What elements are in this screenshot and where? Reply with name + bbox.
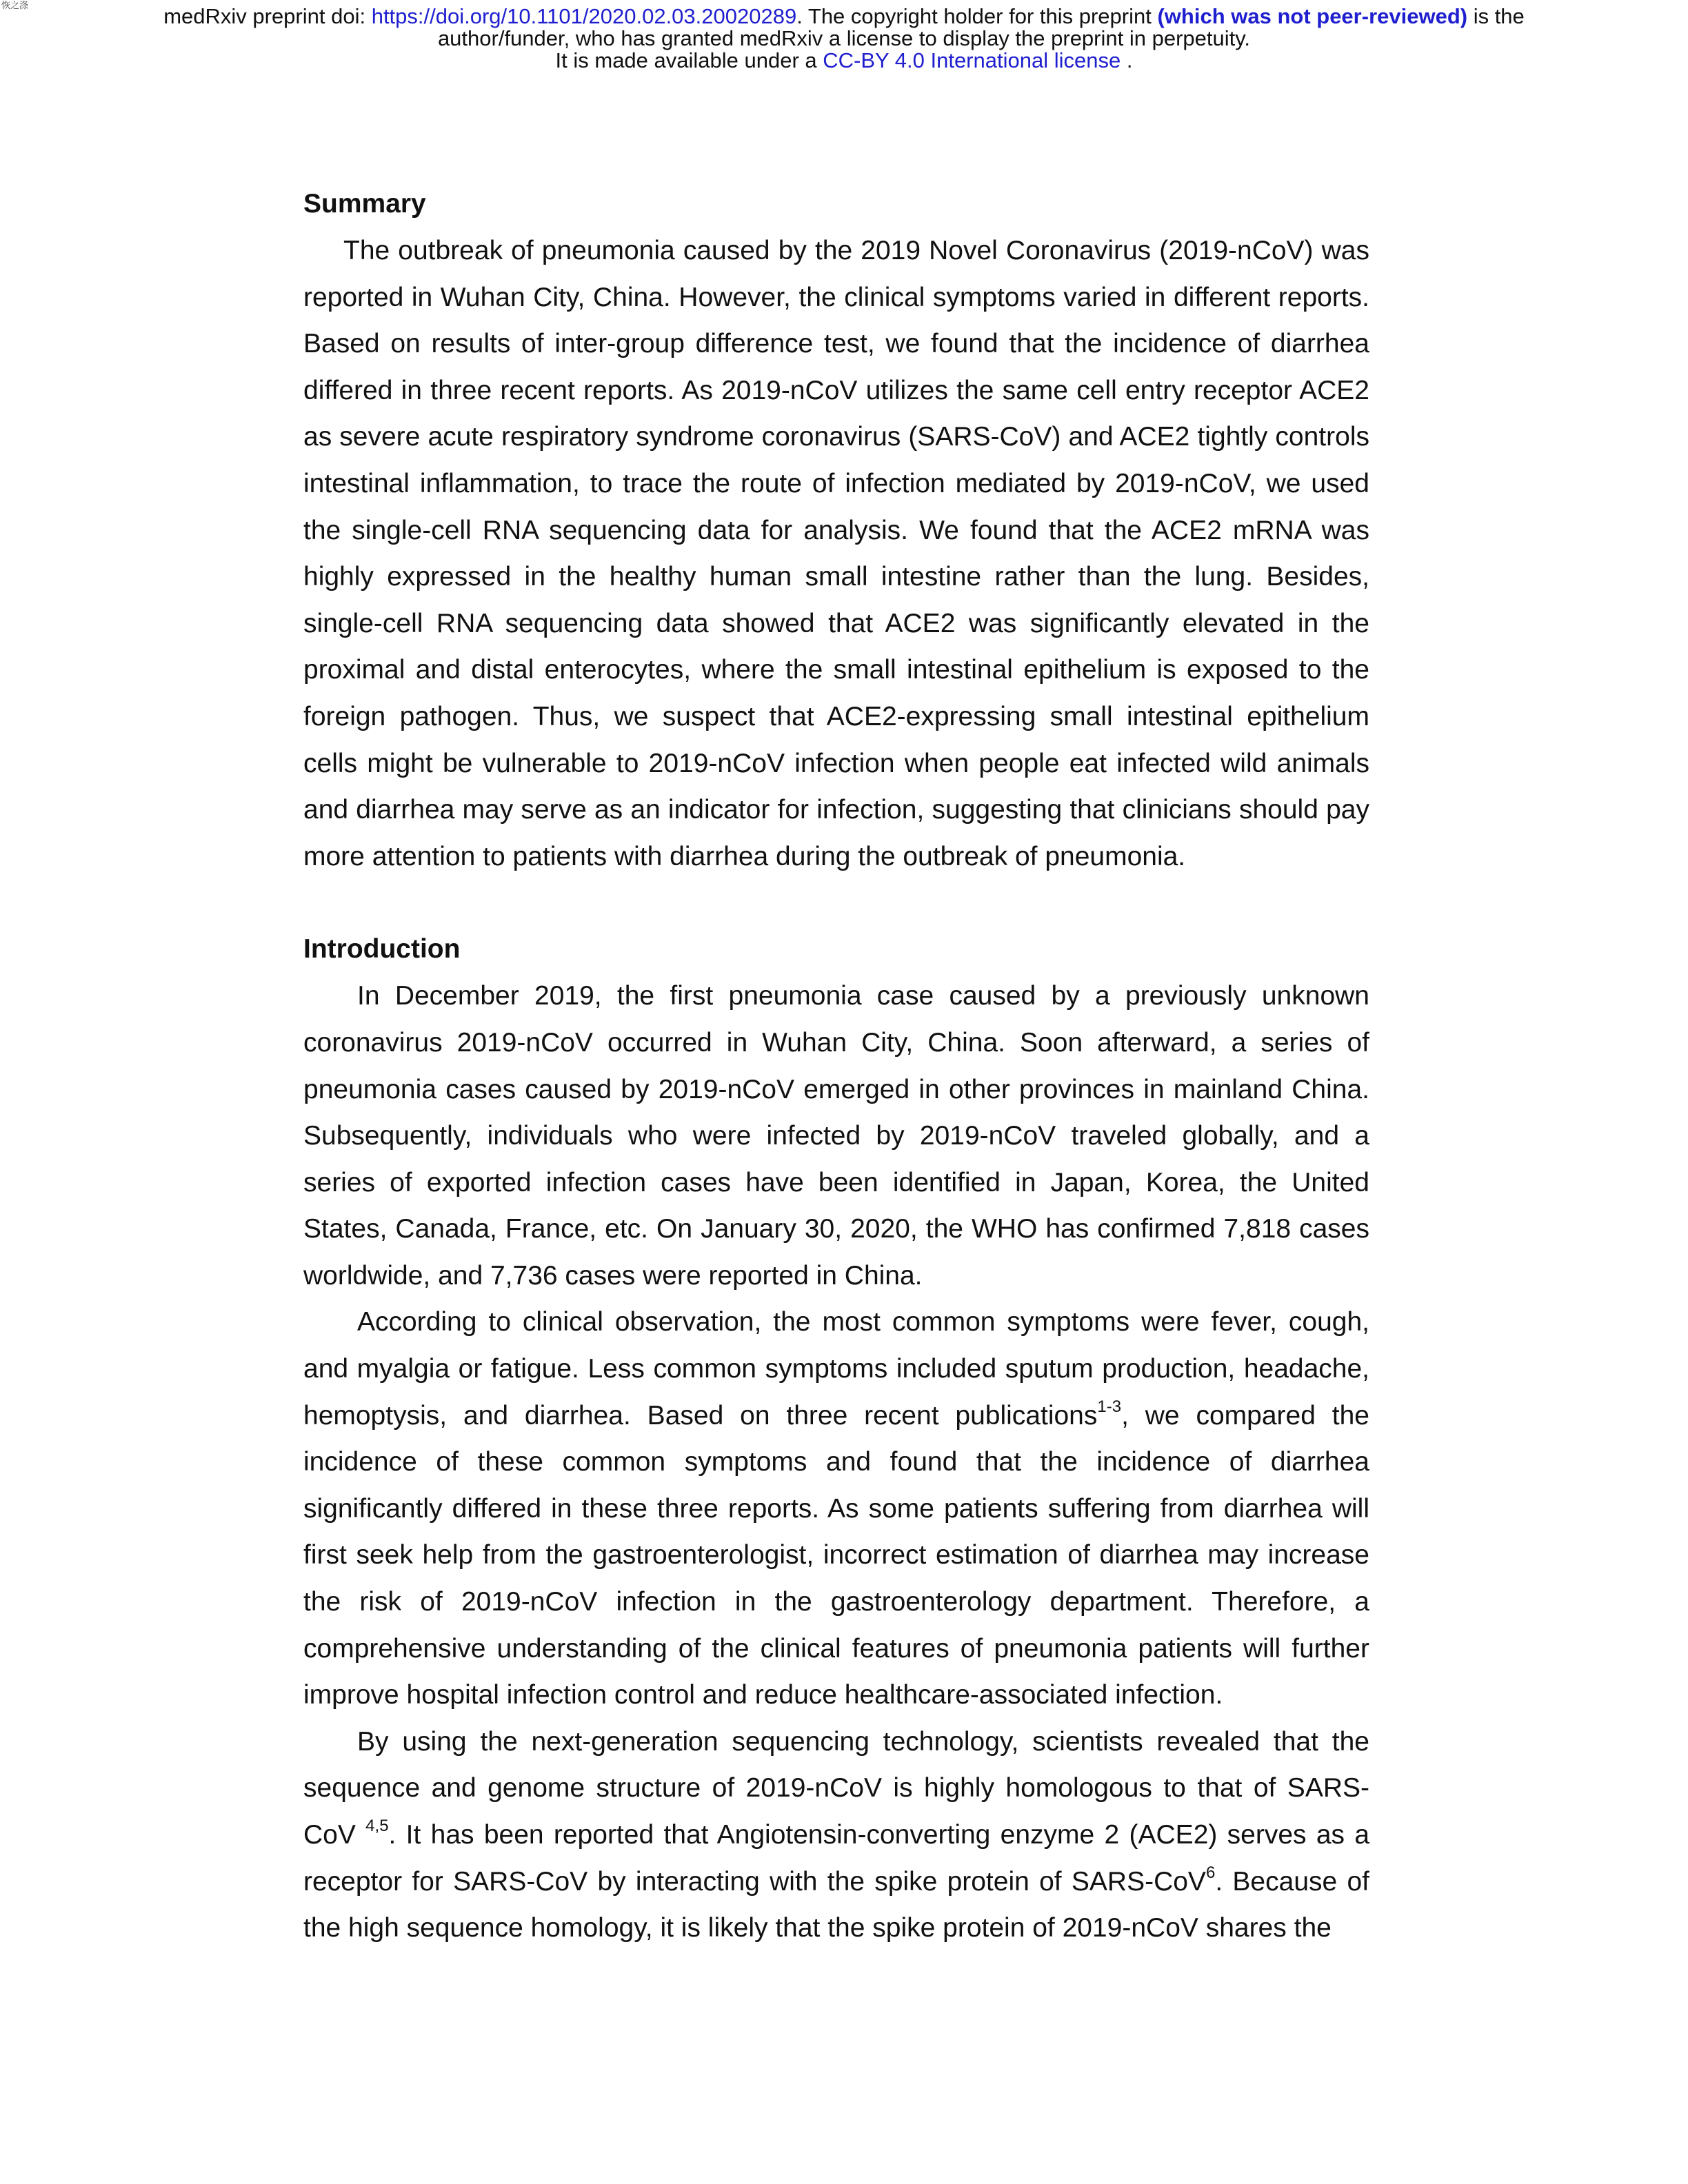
- header-copyright-text: . The copyright holder for this preprint: [796, 4, 1158, 28]
- section-gap: [303, 880, 1369, 926]
- intro-p3-text-b: . It has been reported that Angiotensin-converting enzyme 2 (ACE2) serves as a receptor for SARS-CoV by interacting with the spike protein of SARS-CoV: [303, 1820, 1370, 1897]
- header-doi-prefix: medRxiv preprint doi:: [163, 4, 372, 28]
- header-license-prefix: It is made available under a: [555, 48, 823, 72]
- paper-body: [303, 181, 1369, 1952]
- header-line-2: author/funder, who has granted medRxiv a license to display the preprint in perpetuity.: [437, 26, 1251, 50]
- intro-paragraph-2: [303, 1299, 1369, 1718]
- header-line-3: [103, 50, 1585, 72]
- summary-heading: Summary: [303, 189, 426, 219]
- citation-1-3: 1-3: [1097, 1397, 1122, 1416]
- header-line1-suffix: is the: [1467, 4, 1525, 28]
- summary-paragraph: The outbreak of pneumonia caused by the 2019 Novel Coronavirus (2019-nCoV) was reported in Wuhan City, China. However, the clinical symptoms varied in different reports. Based on results of inter-group difference test, we found that the incidence of diarrhea differed in three recent reports. As 2019-nCoV utilizes the same cell entry receptor ACE2 as severe acute respiratory syndrome coronavirus (SARS-CoV) and ACE2 tightly controls intestinal inflammation, to trace the route of infection mediated by 2019-nCoV, we used the single-cell RNA sequencing data for analysis. We found that the ACE2 mRNA was highly expressed in the healthy human small intestine rather than the lung. Besides, single-cell RNA sequencing data showed that ACE2 was significantly elevated in the proximal and distal enterocytes, where the small intestinal epithelium is exposed to the foreign pathogen. Thus, we suspect that ACE2-expressing small intestinal epithelium cells might be vulnerable to 2019-nCoV infection when people eat infected wild animals and diarrhea may serve as an indicator for infection, suggesting that clinicians should pay more attention to patients with diarrhea during the outbreak of pneumonia.: [303, 236, 1369, 871]
- doi-link[interactable]: https://doi.org/10.1101/2020.02.03.20020289: [371, 4, 797, 28]
- header-line3-suffix: .: [1121, 48, 1133, 72]
- intro-p3-text-c: . Because of the high sequence homology, it is likely that the spike protein of 2019-nCoV shares the: [303, 1866, 1369, 1943]
- license-link[interactable]: CC-BY 4.0 International license: [823, 48, 1121, 72]
- intro-p3-text-a: By using the next-generation sequencing technology, scientists revealed that the sequence and genome structure of 2019-nCoV is highly homologous to that of SARS-CoV: [303, 1726, 1369, 1850]
- intro-paragraph-3: [303, 1719, 1369, 1952]
- intro-p2-text-b: , we compared the incidence of these common symptoms and found that the incidence of diarrhea significantly differed in these three reports. As some patients suffering from diarrhea will first seek help from the gastroenterologist, incorrect estimation of diarrhea may increase the risk of 2019-nCoV infection in the gastroenterology department. Therefore, a comprehensive understanding of the clinical features of pneumonia patients will further improve hospital infection control and reduce healthcare-associated infection.: [303, 1400, 1369, 1710]
- header-line-1: [103, 6, 1585, 28]
- intro-paragraph-1: In December 2019, the first pneumonia case caused by a previously unknown coronavirus 2019-nCoV occurred in Wuhan City, China. Soon afterward, a series of pneumonia cases caused by 2019-nCoV emerged in other provinces in mainland China. Subsequently, individuals who were infected by 2019-nCoV traveled globally, and a series of exported infection cases have been identified in Japan, Korea, the United States, Canada, France, etc. On January 30, 2020, the WHO has confirmed 7,818 cases worldwide, and 7,736 cases were reported in China.: [303, 981, 1369, 1291]
- introduction-heading: Introduction: [303, 934, 461, 964]
- citation-4-5: 4,5: [365, 1817, 389, 1835]
- not-peer-reviewed-notice: (which was not peer-reviewed): [1157, 4, 1468, 28]
- corner-mark: 恢之涤: [1, 1, 29, 11]
- citation-6: 6: [1205, 1863, 1216, 1882]
- preprint-header: [103, 6, 1585, 72]
- intro-p2-text-a: According to clinical observation, the most common symptoms were fever, cough, and myalgia or fatigue. Less common symptoms included sputum production, headache, hemoptysis, and diarrhea. Based on three recent publications: [303, 1307, 1369, 1430]
